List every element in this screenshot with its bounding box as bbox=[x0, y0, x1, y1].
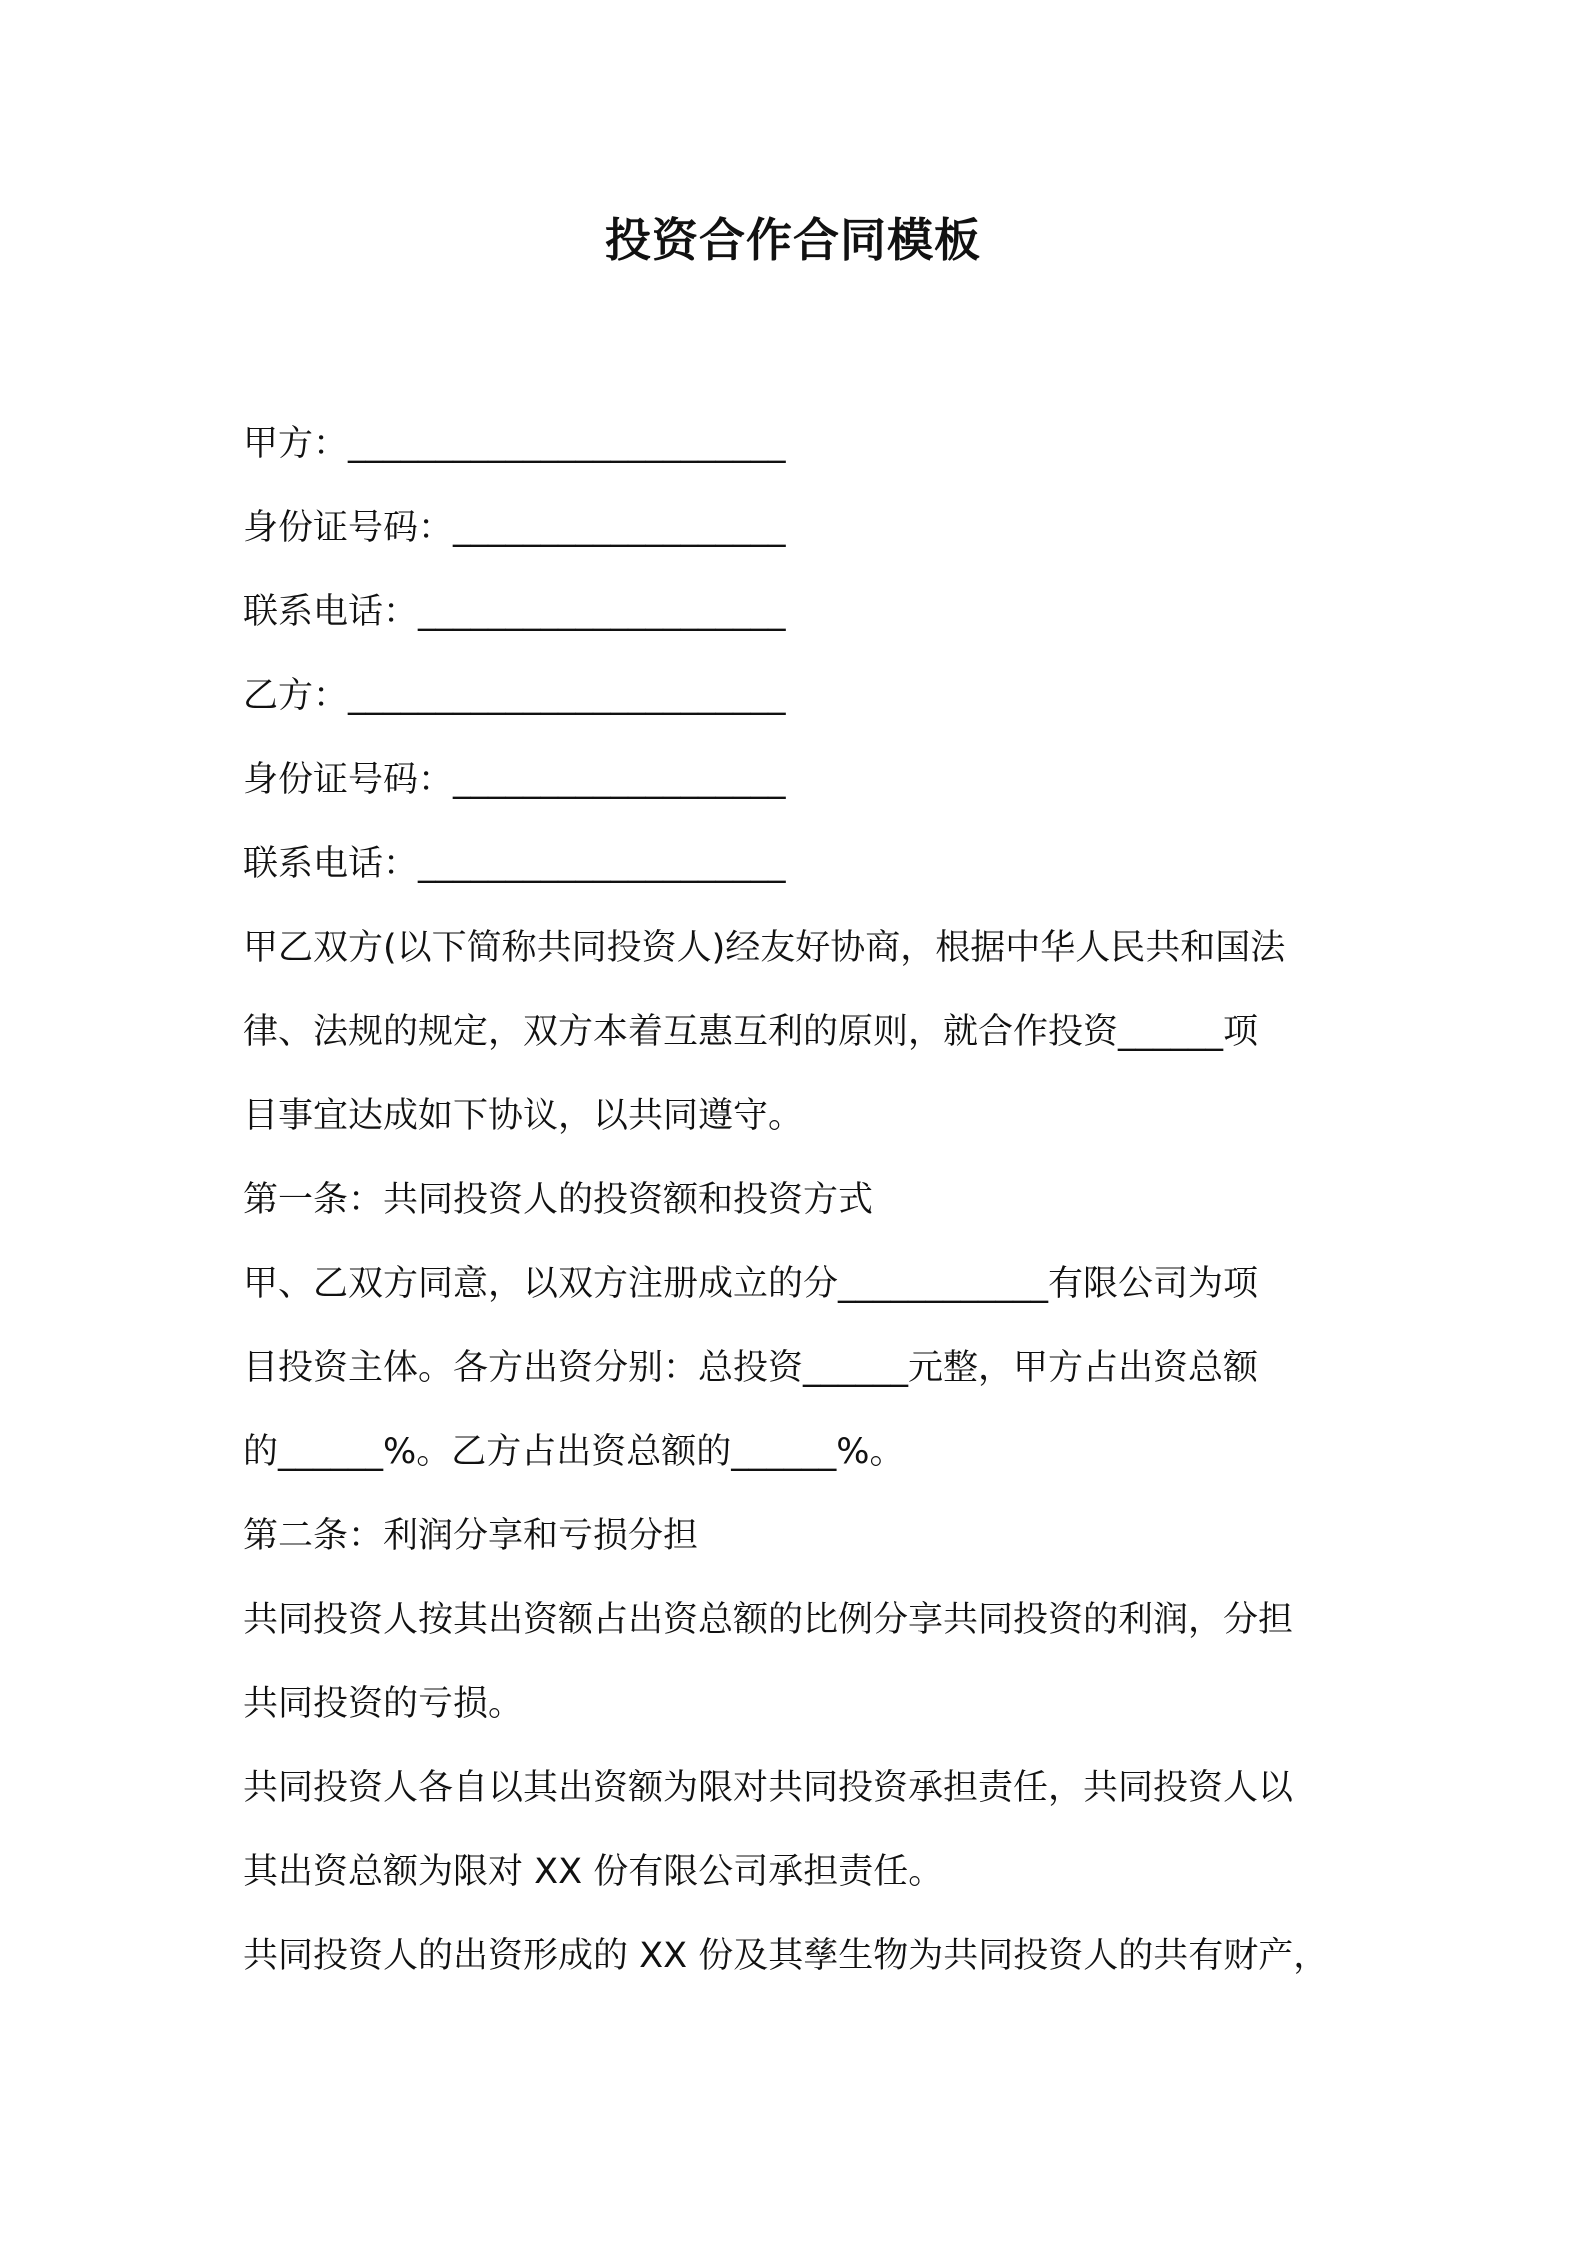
party-b-field: 乙方：_________________________ bbox=[243, 676, 786, 716]
article-1-heading: 第一条：共同投资人的投资额和投资方式 bbox=[243, 1180, 874, 1220]
party-a-phone-field: 联系电话：_____________________ bbox=[243, 592, 786, 632]
article-2-line: 共同投资的亏损。 bbox=[243, 1684, 524, 1724]
article-2-line: 其出资总额为限对 XX 份有限公司承担责任。 bbox=[243, 1852, 944, 1892]
party-b-phone-field: 联系电话：_____________________ bbox=[243, 844, 786, 884]
article-2-line: 共同投资人各自以其出资额为限对共同投资承担责任，共同投资人以 bbox=[243, 1768, 1294, 1808]
preamble-line: 目事宜达成如下协议，以共同遵守。 bbox=[243, 1096, 804, 1136]
article-2-line: 共同投资人按其出资额占出资总额的比例分享共同投资的利润，分担 bbox=[243, 1600, 1294, 1640]
party-a-id-field: 身份证号码：___________________ bbox=[243, 508, 786, 548]
article-1-line: 甲、乙双方同意，以双方注册成立的分____________有限公司为项 bbox=[243, 1264, 1259, 1304]
article-2-line: 共同投资人的出资形成的 XX 份及其孳生物为共同投资人的共有财产， bbox=[243, 1936, 1329, 1976]
preamble-line: 甲乙双方(以下简称共同投资人)经友好协商，根据中华人民共和国法 bbox=[243, 928, 1286, 968]
preamble-line: 律、法规的规定，双方本着互惠互利的原则，就合作投资______项 bbox=[243, 1012, 1259, 1052]
article-1-line: 目投资主体。各方出资分别：总投资______元整，甲方占出资总额 bbox=[243, 1348, 1259, 1388]
party-a-field: 甲方：_________________________ bbox=[243, 424, 786, 464]
party-b-id-field: 身份证号码：___________________ bbox=[243, 760, 786, 800]
article-1-line: 的______%。乙方占出资总额的______%。 bbox=[243, 1432, 905, 1472]
article-2-heading: 第二条：利润分享和亏损分担 bbox=[243, 1516, 699, 1556]
document-body bbox=[243, 402, 1363, 1998]
document-title: 投资合作合同模板 bbox=[605, 213, 981, 267]
